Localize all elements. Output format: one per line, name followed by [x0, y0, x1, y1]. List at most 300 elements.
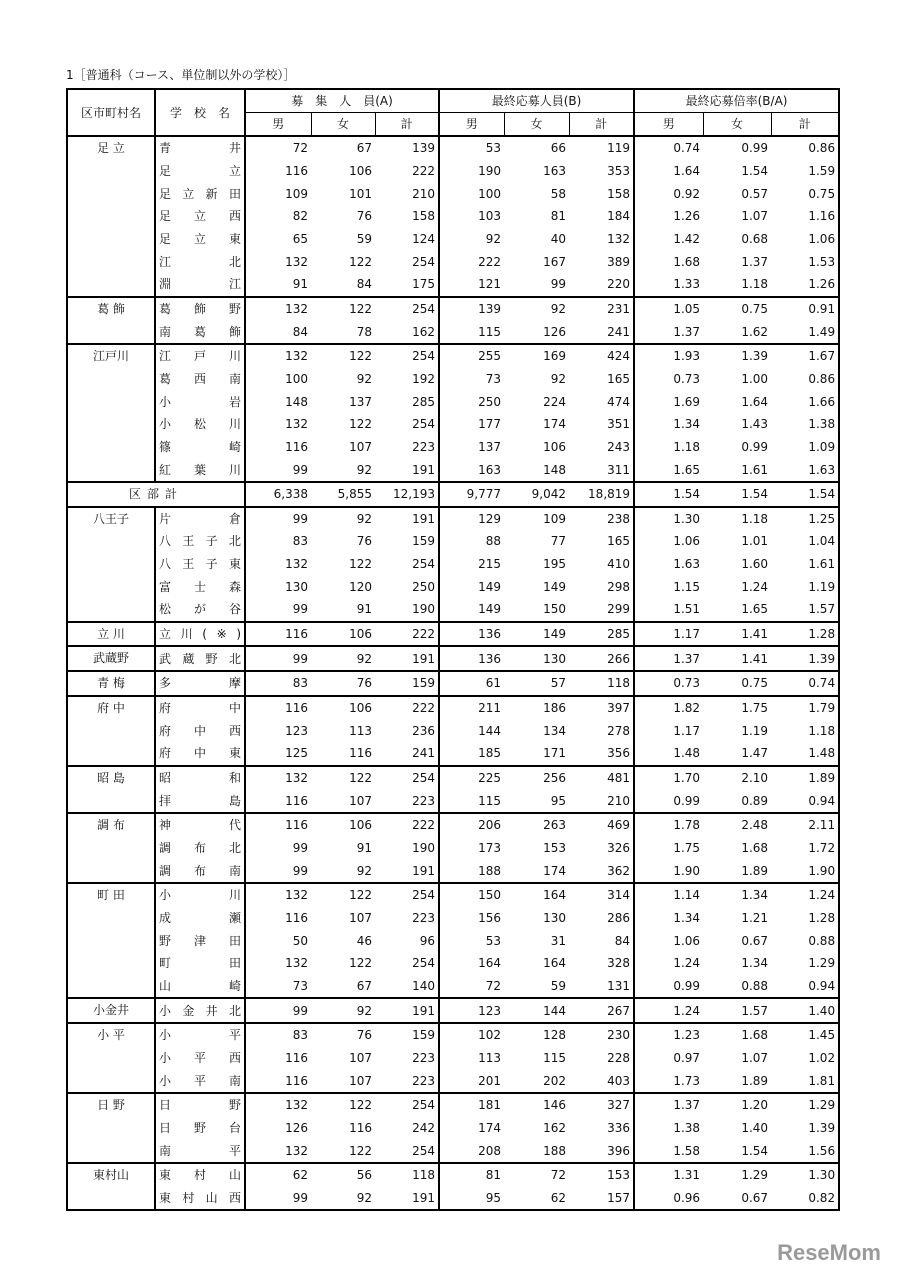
school-cell	[155, 1139, 245, 1163]
value-cell: 116	[285, 1073, 308, 1088]
value-cell: 1.37	[741, 254, 769, 269]
value-cell: 149	[478, 602, 502, 617]
school-cell	[155, 575, 245, 598]
value-cell: 1.68	[703, 1023, 771, 1047]
value-cell: 1.16	[808, 209, 836, 224]
school-name: 府中西	[159, 723, 241, 738]
value-cell: 31	[550, 933, 567, 948]
value-cell: 254	[375, 766, 439, 790]
value-cell: 191	[375, 458, 439, 482]
value-cell: 0.88	[808, 933, 836, 948]
value-cell: 1.90	[808, 863, 836, 878]
value-cell: 91	[356, 602, 372, 617]
value-cell: 1.62	[741, 324, 769, 339]
header-total: 計	[375, 113, 439, 137]
value-cell: 106	[543, 439, 567, 454]
value-cell: 139	[439, 297, 504, 321]
value-cell: 106	[311, 696, 375, 720]
value-cell: 1.68	[741, 841, 769, 856]
school-cell	[155, 907, 245, 930]
school-cell	[155, 458, 245, 482]
value-cell: 1.26	[673, 209, 701, 224]
value-cell: 1.01	[741, 534, 769, 549]
value-cell: 1.18	[808, 723, 836, 738]
value-cell: 115	[543, 1050, 567, 1065]
value-cell: 124	[375, 228, 439, 251]
value-cell: 82	[292, 209, 308, 224]
value-cell: 67	[356, 978, 372, 993]
school-name: 江戸川	[159, 349, 241, 364]
value-cell: 223	[375, 436, 439, 459]
value-cell: 469	[569, 813, 634, 837]
value-cell: 1.59	[808, 163, 836, 178]
value-cell: 1.20	[703, 1093, 771, 1117]
value-cell: 40	[550, 231, 567, 246]
value-cell: 149	[543, 579, 567, 594]
value-cell: 299	[569, 598, 634, 622]
value-cell: 1.23	[634, 1023, 703, 1047]
value-cell: 92	[311, 646, 375, 671]
value-cell: 1.17	[673, 723, 701, 738]
school-name: 多摩	[159, 676, 241, 691]
value-cell: 0.86	[771, 136, 839, 160]
value-cell: 225	[439, 766, 504, 790]
value-cell: 59	[356, 231, 372, 246]
value-cell: 122	[311, 766, 375, 790]
table-row	[67, 390, 839, 413]
value-cell: 1.05	[634, 297, 703, 321]
value-cell: 236	[375, 719, 439, 742]
table-row	[67, 646, 839, 671]
value-cell: 1.19	[808, 579, 836, 594]
value-cell: 174	[478, 1120, 502, 1135]
value-cell: 1.72	[808, 841, 836, 856]
value-cell: 53	[439, 136, 504, 160]
value-cell: 1.28	[771, 622, 839, 647]
value-cell: 211	[439, 696, 504, 720]
value-cell: 83	[245, 671, 311, 696]
value-cell: 92	[356, 1190, 372, 1205]
table-row	[67, 136, 839, 160]
summary-label: 区部計	[67, 482, 245, 507]
value-cell: 0.92	[673, 186, 701, 201]
value-cell: 222	[478, 254, 502, 269]
table-row	[67, 250, 839, 273]
value-cell: 132	[285, 254, 308, 269]
value-cell: 1.93	[634, 344, 703, 368]
value-cell: 243	[569, 436, 634, 459]
value-cell: 255	[439, 344, 504, 368]
header-applicants: 最終応募人員(B)	[439, 89, 634, 113]
value-cell: 157	[569, 1187, 634, 1211]
header-capacity: 募 集 人 員(A)	[245, 89, 439, 113]
value-cell: 1.29	[808, 956, 836, 971]
value-cell: 1.24	[771, 883, 839, 907]
value-cell: 99	[292, 462, 308, 477]
value-cell: 88	[485, 534, 502, 549]
value-cell: 84	[569, 929, 634, 952]
school-cell	[155, 182, 245, 205]
value-cell: 1.07	[741, 209, 769, 224]
value-cell: 136	[439, 622, 504, 647]
value-cell: 175	[375, 273, 439, 297]
school-cell	[155, 136, 245, 160]
table-row	[67, 297, 839, 321]
school-cell	[155, 622, 245, 647]
value-cell: 1.67	[771, 344, 839, 368]
school-name: 紅葉川	[159, 462, 241, 477]
value-cell: 1.41	[703, 646, 771, 671]
value-cell: 0.94	[808, 978, 836, 993]
value-cell: 1.54	[634, 482, 703, 507]
value-cell: 107	[349, 1073, 372, 1088]
value-cell: 174	[543, 417, 567, 432]
school-name: 府中東	[159, 746, 241, 761]
value-cell: 121	[478, 277, 502, 292]
value-cell: 191	[375, 859, 439, 883]
value-cell: 92	[485, 231, 502, 246]
school-cell	[155, 297, 245, 321]
value-cell: 159	[375, 530, 439, 553]
value-cell: 0.97	[673, 1050, 701, 1065]
value-cell: 1.00	[741, 371, 769, 386]
value-cell: 162	[543, 1120, 567, 1135]
header-female: 女	[504, 113, 569, 137]
value-cell: 132	[245, 883, 311, 907]
value-cell: 1.28	[808, 910, 836, 925]
value-cell: 1.31	[634, 1163, 703, 1187]
value-cell: 195	[543, 557, 567, 572]
table-row	[67, 553, 839, 576]
value-cell: 222	[375, 813, 439, 837]
school-name: 成瀬	[159, 910, 241, 925]
value-cell: 1.65	[741, 602, 769, 617]
value-cell: 92	[311, 507, 375, 531]
value-cell: 254	[375, 344, 439, 368]
value-cell: 1.33	[673, 277, 701, 292]
school-name: 江北	[159, 254, 241, 269]
value-cell: 83	[245, 1023, 311, 1047]
value-cell: 1.24	[673, 956, 701, 971]
value-cell: 116	[285, 793, 308, 808]
value-cell: 1.43	[741, 417, 769, 432]
value-cell: 122	[311, 1093, 375, 1117]
value-cell: 81	[550, 209, 567, 224]
school-cell	[155, 160, 245, 183]
school-name: 八王子北	[159, 534, 241, 549]
school-cell	[155, 837, 245, 860]
district-name: 日 野	[67, 1093, 155, 1163]
value-cell: 164	[543, 956, 567, 971]
value-cell: 0.75	[703, 671, 771, 696]
school-cell	[155, 320, 245, 344]
value-cell: 285	[569, 622, 634, 647]
value-cell: 0.96	[673, 1190, 701, 1205]
value-cell: 254	[375, 1139, 439, 1163]
value-cell: 177	[478, 417, 502, 432]
header-total: 計	[569, 113, 634, 137]
value-cell: 1.73	[673, 1073, 701, 1088]
value-cell: 206	[439, 813, 504, 837]
value-cell: 132	[285, 417, 308, 432]
value-cell: 254	[375, 297, 439, 321]
value-cell: 6,338	[245, 482, 311, 507]
value-cell: 2.48	[703, 813, 771, 837]
value-cell: 285	[375, 390, 439, 413]
value-cell: 0.88	[741, 978, 769, 993]
school-cell	[155, 1069, 245, 1093]
value-cell: 130	[543, 910, 567, 925]
value-cell: 116	[245, 622, 311, 647]
value-cell: 163	[478, 462, 502, 477]
value-cell: 165	[569, 368, 634, 391]
value-cell: 336	[569, 1117, 634, 1140]
value-cell: 130	[504, 646, 569, 671]
school-cell	[155, 719, 245, 742]
value-cell: 0.74	[634, 136, 703, 160]
value-cell: 153	[543, 841, 567, 856]
school-cell	[155, 598, 245, 622]
value-cell: 99	[245, 646, 311, 671]
value-cell: 231	[569, 297, 634, 321]
value-cell: 1.63	[808, 462, 836, 477]
value-cell: 1.47	[741, 746, 769, 761]
school-cell	[155, 1117, 245, 1140]
value-cell: 1.34	[673, 910, 701, 925]
value-cell: 12,193	[375, 482, 439, 507]
table-row	[67, 859, 839, 883]
value-cell: 1.54	[703, 482, 771, 507]
value-cell: 1.18	[673, 439, 701, 454]
value-cell: 107	[349, 910, 372, 925]
school-name: 足立西	[159, 209, 241, 224]
value-cell: 1.66	[808, 394, 836, 409]
table-row	[67, 929, 839, 952]
value-cell: 116	[285, 1050, 308, 1065]
table-row	[67, 413, 839, 436]
value-cell: 1.82	[634, 696, 703, 720]
value-cell: 106	[311, 622, 375, 647]
value-cell: 215	[478, 557, 502, 572]
value-cell: 351	[569, 413, 634, 436]
value-cell: 84	[292, 324, 308, 339]
table-row	[67, 598, 839, 622]
value-cell: 174	[543, 863, 567, 878]
value-cell: 181	[439, 1093, 504, 1117]
header-male: 男	[439, 113, 504, 137]
value-cell: 0.67	[741, 933, 769, 948]
table-row	[67, 344, 839, 368]
value-cell: 73	[292, 978, 308, 993]
application-ratio-table	[66, 88, 840, 1211]
value-cell: 132	[245, 766, 311, 790]
value-cell: 1.34	[673, 417, 701, 432]
value-cell: 1.54	[741, 163, 769, 178]
school-name: 府中	[159, 701, 241, 716]
value-cell: 62	[550, 1190, 567, 1205]
district-name: 武蔵野	[67, 646, 155, 671]
value-cell: 1.64	[741, 394, 769, 409]
table-row	[67, 458, 839, 482]
school-cell	[155, 696, 245, 720]
value-cell: 1.06	[673, 933, 701, 948]
value-cell: 144	[504, 998, 569, 1023]
value-cell: 190	[375, 837, 439, 860]
table-row	[67, 696, 839, 720]
table-row	[67, 671, 839, 696]
value-cell: 190	[375, 598, 439, 622]
district-name: 昭 島	[67, 766, 155, 813]
district-name: 小金井	[67, 998, 155, 1023]
table-row	[67, 1187, 839, 1211]
value-cell: 254	[375, 250, 439, 273]
value-cell: 96	[375, 929, 439, 952]
value-cell: 1.81	[808, 1073, 836, 1088]
value-cell: 256	[504, 766, 569, 790]
value-cell: 95	[550, 793, 567, 808]
school-name: 八王子東	[159, 557, 241, 572]
school-cell	[155, 553, 245, 576]
school-name: 篠崎	[159, 439, 241, 454]
value-cell: 254	[375, 883, 439, 907]
school-cell	[155, 742, 245, 766]
table-row	[67, 1117, 839, 1140]
header-female: 女	[311, 113, 375, 137]
value-cell: 101	[349, 186, 372, 201]
district-name: 足 立	[67, 136, 155, 297]
district-name: 青 梅	[67, 671, 155, 696]
value-cell: 115	[478, 793, 502, 808]
value-cell: 136	[439, 646, 504, 671]
value-cell: 1.38	[808, 417, 836, 432]
value-cell: 72	[245, 136, 311, 160]
value-cell: 241	[569, 320, 634, 344]
value-cell: 1.75	[673, 841, 701, 856]
value-cell: 102	[439, 1023, 504, 1047]
value-cell: 116	[349, 1120, 372, 1135]
district-name: 小 平	[67, 1023, 155, 1093]
value-cell: 326	[569, 837, 634, 860]
value-cell: 140	[375, 975, 439, 999]
value-cell: 164	[504, 883, 569, 907]
value-cell: 1.04	[808, 534, 836, 549]
value-cell: 0.75	[808, 186, 836, 201]
value-cell: 1.63	[673, 557, 701, 572]
school-cell	[155, 646, 245, 671]
school-name: 調布北	[159, 841, 241, 856]
school-name: 調布南	[159, 863, 241, 878]
district-name: 府 中	[67, 696, 155, 766]
value-cell: 116	[245, 696, 311, 720]
header-ratio: 最終応募倍率(B/A)	[634, 89, 839, 113]
value-cell: 1.37	[634, 646, 703, 671]
school-cell	[155, 813, 245, 837]
value-cell: 91	[356, 841, 372, 856]
value-cell: 106	[349, 163, 372, 178]
value-cell: 1.26	[808, 277, 836, 292]
value-cell: 1.34	[741, 956, 769, 971]
value-cell: 73	[485, 371, 502, 386]
school-name: 足立新田	[159, 186, 241, 201]
school-name: 南平	[159, 1143, 241, 1158]
value-cell: 356	[569, 742, 634, 766]
value-cell: 474	[569, 390, 634, 413]
value-cell: 83	[292, 534, 308, 549]
school-cell	[155, 1163, 245, 1187]
value-cell: 0.94	[808, 793, 836, 808]
value-cell: 118	[569, 671, 634, 696]
value-cell: 1.56	[808, 1143, 836, 1158]
value-cell: 137	[478, 439, 502, 454]
value-cell: 254	[375, 413, 439, 436]
value-cell: 1.70	[634, 766, 703, 790]
value-cell: 210	[375, 182, 439, 205]
value-cell: 0.99	[673, 793, 701, 808]
value-cell: 95	[485, 1190, 502, 1205]
value-cell: 1.57	[703, 998, 771, 1023]
value-cell: 1.19	[741, 723, 769, 738]
value-cell: 0.82	[808, 1190, 836, 1205]
value-cell: 81	[439, 1163, 504, 1187]
value-cell: 169	[504, 344, 569, 368]
value-cell: 1.39	[703, 344, 771, 368]
value-cell: 130	[285, 579, 308, 594]
value-cell: 109	[285, 186, 308, 201]
value-cell: 53	[485, 933, 502, 948]
header-district: 区市町村名	[67, 89, 155, 136]
value-cell: 242	[375, 1117, 439, 1140]
value-cell: 1.45	[771, 1023, 839, 1047]
value-cell: 1.07	[741, 1050, 769, 1065]
value-cell: 158	[569, 182, 634, 205]
value-cell: 1.34	[703, 883, 771, 907]
value-cell: 1.37	[634, 1093, 703, 1117]
value-cell: 1.09	[808, 439, 836, 454]
value-cell: 1.48	[808, 746, 836, 761]
value-cell: 0.99	[703, 136, 771, 160]
value-cell: 286	[569, 907, 634, 930]
value-cell: 0.73	[673, 371, 701, 386]
school-name: 南葛飾	[159, 324, 241, 339]
value-cell: 1.15	[673, 579, 701, 594]
school-cell	[155, 205, 245, 228]
value-cell: 0.86	[808, 371, 836, 386]
value-cell: 1.58	[673, 1143, 701, 1158]
value-cell: 396	[569, 1139, 634, 1163]
value-cell: 132	[569, 228, 634, 251]
value-cell: 1.54	[741, 1143, 769, 1158]
value-cell: 50	[292, 933, 308, 948]
value-cell: 1.65	[673, 462, 701, 477]
table-row	[67, 952, 839, 975]
school-name: 松が谷	[159, 602, 241, 617]
value-cell: 1.90	[673, 863, 701, 878]
value-cell: 397	[569, 696, 634, 720]
value-cell: 2.11	[771, 813, 839, 837]
value-cell: 0.91	[771, 297, 839, 321]
value-cell: 66	[504, 136, 569, 160]
value-cell: 116	[285, 163, 308, 178]
value-cell: 9,777	[439, 482, 504, 507]
district-name: 調 布	[67, 813, 155, 883]
value-cell: 223	[375, 789, 439, 813]
school-name: 足立	[159, 163, 241, 178]
value-cell: 132	[245, 297, 311, 321]
value-cell: 144	[478, 723, 502, 738]
value-cell: 122	[349, 254, 372, 269]
school-cell	[155, 530, 245, 553]
value-cell: 132	[285, 557, 308, 572]
